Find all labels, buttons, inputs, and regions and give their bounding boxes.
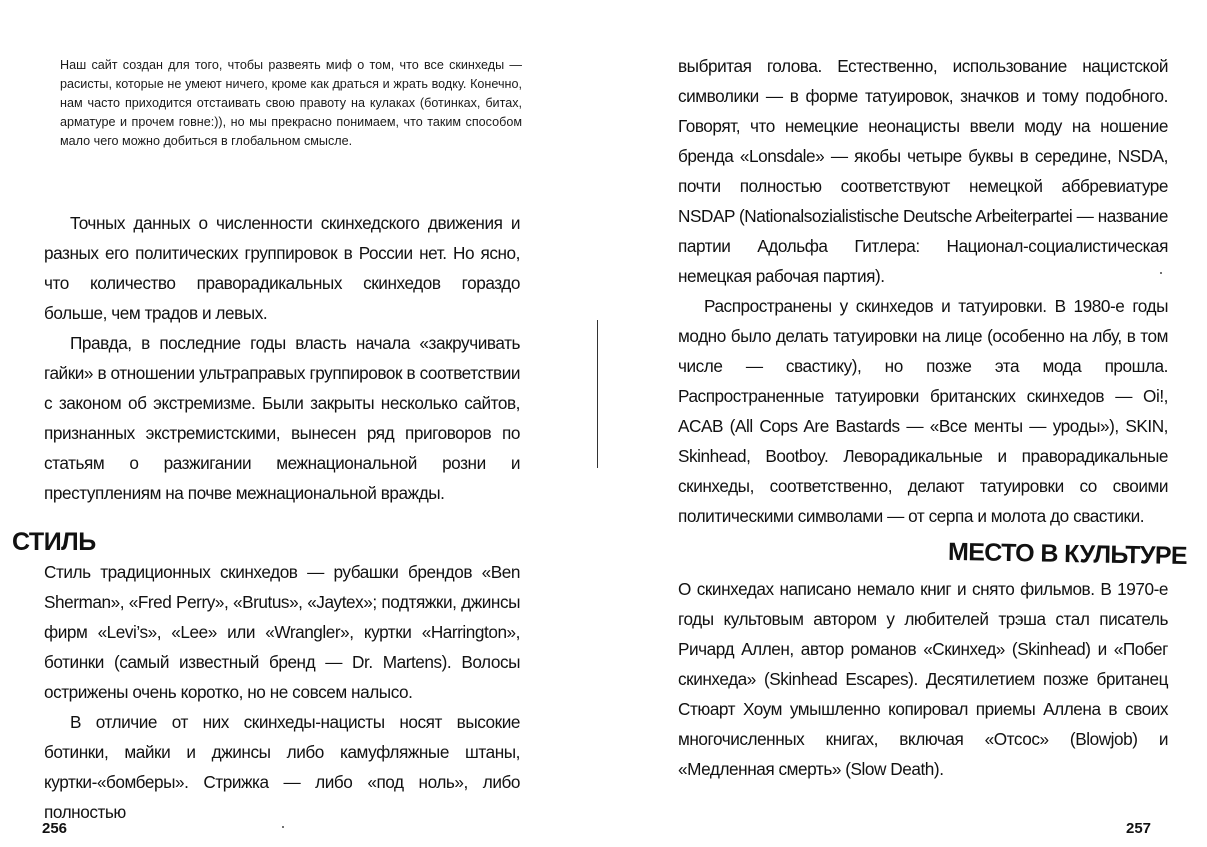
section-heading-style: СТИЛЬ xyxy=(12,528,96,556)
paragraph: Правда, в последние годы власть начала «закручивать гайки» в отношении ультраправых группировок в соответствии с законом об экстремизме. Были закрыты несколько сайтов, признанных экстремистскими, вынесен ряд приговоров по статьям о разжигании межнациональной розни и преступлениям на почве межнациональной вражды. xyxy=(44,333,520,503)
paragraph: В отличие от них скинхеды-нацисты носят высокие ботинки, майки и джинсы либо камуфляжные штаны, куртки-«бомберы». Стрижка — либо «под ноль», либо полностью xyxy=(44,712,520,822)
left-page xyxy=(0,0,598,847)
paragraph: выбритая голова. Естественно, использование нацистской символики — в форме татуировок, значков и тому подобного. Говорят, что немецкие неонацисты ввели моду на ношение бренда «Lonsdale» — якобы четыре буквы в середине, NSDA, почти полностью соответствуют немецкой аббревиатуре NSDAP (Nationalsozialistische Deutsche Arbeiterpartei — название партии Адольфа Гитлера: Национал-социалистическая немецкая рабочая партия). xyxy=(678,56,1168,286)
left-text-block-1 xyxy=(44,208,520,508)
sidebar-quote xyxy=(60,56,522,151)
paragraph: Распространены у скинхедов и татуировки. В 1980-е годы модно было делать татуировки на лице (особенно на лбу, в том числе — свастику), но позже эта мода прошла. Распространенные татуировки британских скинхедов — Oi!, ACAB (All Cops Are Bastards — «Все менты — уроды»), SKIN, Skinhead, Bootboy. Леворадикальные и праворадикальные скинхеды, соответственно, делают татуировки со своими политическими символами — от серпа и молота до свастики. xyxy=(678,296,1168,526)
right-page xyxy=(610,0,1207,847)
section-heading-culture: МЕСТО В КУЛЬТУРЕ xyxy=(947,537,1188,571)
left-text-block-2 xyxy=(44,557,520,827)
right-text-block-1 xyxy=(678,51,1168,531)
page-number: 257 xyxy=(1126,820,1152,837)
speck xyxy=(282,826,284,828)
sidebar-text: Наш сайт создан для того, чтобы развеять миф о том, что все скинхеды — расисты, которые не умеют ничего, кроме как драться и жрать водку. Конечно, нам часто приходится отстаивать свою правоту на кулаках (ботинках, битах, арматуре и прочем говне:)), но мы прекрасно понимаем, что таким способом мало чего можно добиться в глобальном смысле. xyxy=(60,58,522,148)
gutter-line xyxy=(597,320,598,468)
right-text-block-2 xyxy=(678,574,1168,784)
page-number: 256 xyxy=(42,820,68,837)
paragraph: Точных данных о численности скинхедского движения и разных его политических группировок в России нет. Но ясно, что количество праворадикальных скинхедов гораздо больше, чем традов и левых. xyxy=(44,213,520,323)
paragraph: О скинхедах написано немало книг и снято фильмов. В 1970-е годы культовым автором у любителей трэша стал писатель Ричард Аллен, автор романов «Скинхед» (Skinhead) и «Побег скинхеда» (Skinhead Escapes). Десятилетием позже британец Стюарт Хоум умышленно копировал приемы Аллена в своих многочисленных книгах, включая «Отсос» (Blowjob) и «Медленная смерть» (Slow Death). xyxy=(678,579,1168,779)
paragraph: Стиль традиционных скинхедов — рубашки брендов «Ben Sherman», «Fred Perry», «Brutus», «Jaytex»; подтяжки, джинсы фирм «Levi’s», «Lee» или «Wrangler», куртки «Harrington», ботинки (самый известный бренд — Dr. Martens). Волосы острижены очень коротко, но не совсем налысо. xyxy=(44,562,520,702)
